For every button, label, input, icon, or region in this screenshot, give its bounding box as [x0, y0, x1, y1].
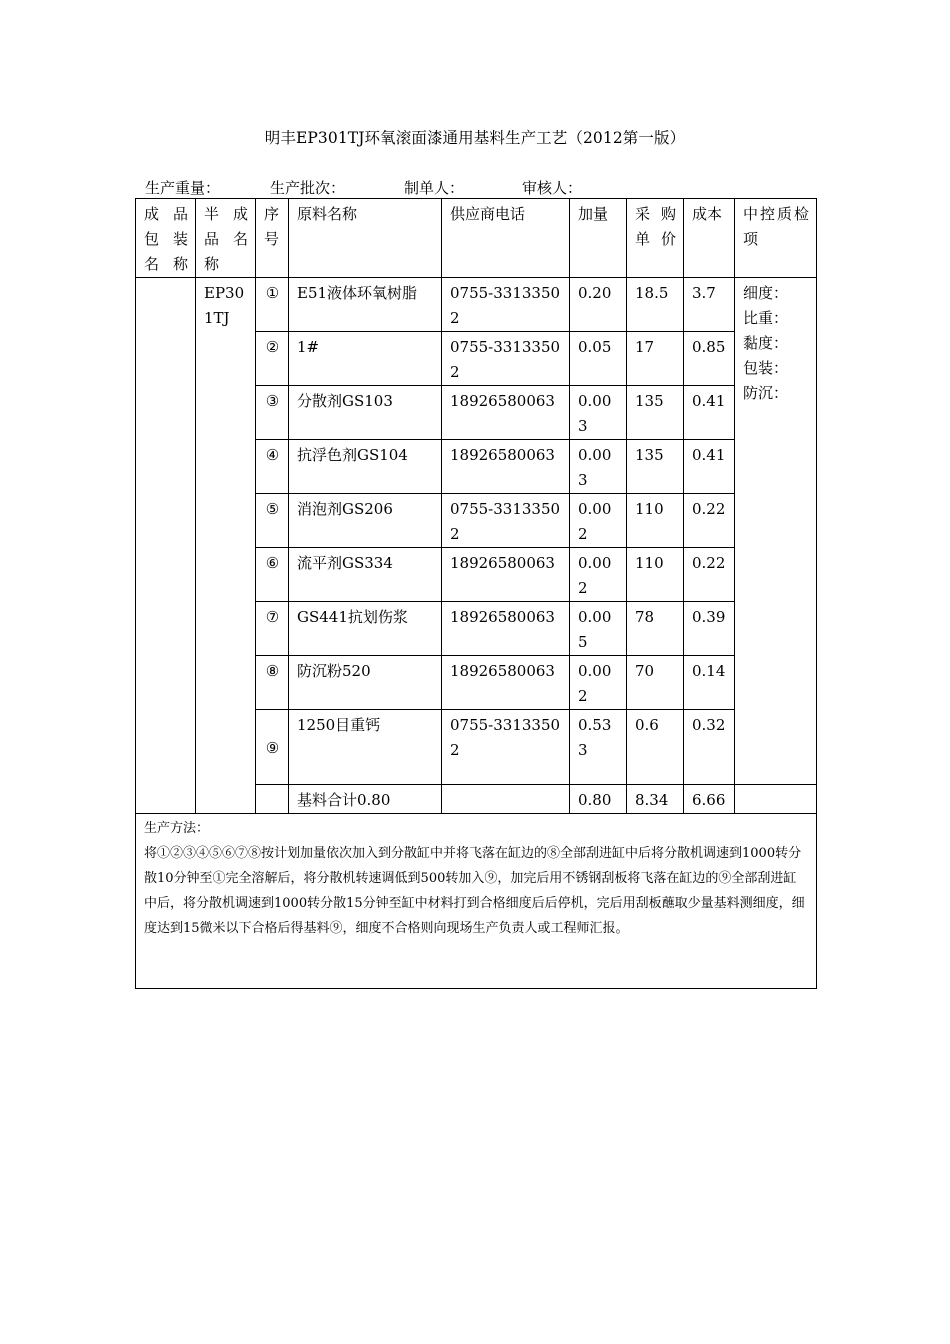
phone-cell — [442, 785, 570, 814]
method-row — [136, 814, 817, 989]
finished-product-cell — [136, 278, 196, 814]
cost-cell: 0.41 — [684, 440, 735, 494]
material-cell: 抗浮色剂GS104 — [289, 440, 442, 494]
cost-cell: 0.41 — [684, 386, 735, 440]
amount-cell: 0.533 — [570, 710, 627, 785]
phone-cell: 0755-33133502 — [442, 332, 570, 386]
cost-cell: 0.14 — [684, 656, 735, 710]
method-heading: 生产方法： — [144, 821, 210, 836]
seq-cell: ⑨ — [256, 710, 289, 785]
header-material: 原料名称 — [289, 199, 442, 278]
qc-cell — [735, 785, 817, 814]
cost-cell: 0.32 — [684, 710, 735, 785]
material-cell: GS441抗划伤浆 — [289, 602, 442, 656]
seq-cell: ⑦ — [256, 602, 289, 656]
phone-cell: 18926580063 — [442, 548, 570, 602]
qc-item: 包装： — [743, 359, 789, 377]
header-row — [136, 199, 817, 278]
qc-items-cell — [735, 278, 817, 785]
reviewer-label: 审核人： — [522, 179, 583, 197]
header-finished-product: 成品包装名称 — [136, 199, 196, 278]
seq-cell: ⑧ — [256, 656, 289, 710]
seq-cell — [256, 785, 289, 814]
amount-cell: 0.002 — [570, 548, 627, 602]
seq-cell: ① — [256, 278, 289, 332]
phone-cell: 18926580063 — [442, 656, 570, 710]
price-cell: 17 — [627, 332, 684, 386]
price-cell: 0.6 — [627, 710, 684, 785]
header-cost: 成本 — [684, 199, 735, 278]
phone-cell: 0755-33133502 — [442, 278, 570, 332]
qc-item: 黏度： — [743, 334, 789, 352]
total-price: 8.34 — [627, 785, 684, 814]
seq-cell: ④ — [256, 440, 289, 494]
header-seq: 序号 — [256, 199, 289, 278]
amount-cell: 0.002 — [570, 656, 627, 710]
phone-cell: 18926580063 — [442, 440, 570, 494]
header-semi-product: 半成品名称 — [196, 199, 256, 278]
header-amount: 加量 — [570, 199, 627, 278]
material-cell: 1# — [289, 332, 442, 386]
total-cost: 6.66 — [684, 785, 735, 814]
production-method — [136, 814, 817, 989]
seq-cell: ⑤ — [256, 494, 289, 548]
qc-item: 防沉： — [743, 384, 789, 402]
amount-cell: 0.005 — [570, 602, 627, 656]
seq-cell: ② — [256, 332, 289, 386]
cost-cell: 3.7 — [684, 278, 735, 332]
phone-cell: 0755-33133502 — [442, 710, 570, 785]
amount-cell: 0.05 — [570, 332, 627, 386]
phone-cell: 18926580063 — [442, 386, 570, 440]
material-cell: 流平剂GS334 — [289, 548, 442, 602]
amount-cell: 0.003 — [570, 386, 627, 440]
header-unit-price: 采购单价 — [627, 199, 684, 278]
material-cell: 1250目重钙 — [289, 710, 442, 785]
amount-cell: 0.002 — [570, 494, 627, 548]
header-qc-items: 中控质检项 — [735, 199, 817, 278]
cost-cell: 0.22 — [684, 494, 735, 548]
price-cell: 110 — [627, 494, 684, 548]
seq-cell: ⑥ — [256, 548, 289, 602]
price-cell: 70 — [627, 656, 684, 710]
semi-product-cell: EP301TJ — [196, 278, 256, 814]
price-cell: 135 — [627, 440, 684, 494]
total-label: 基料合计0.80 — [289, 785, 442, 814]
header-supplier-phone: 供应商电话 — [442, 199, 570, 278]
document-maker-label: 制单人： — [404, 179, 465, 197]
cost-cell: 0.22 — [684, 548, 735, 602]
qc-item: 细度： — [743, 284, 789, 302]
amount-cell: 0.003 — [570, 440, 627, 494]
total-amount: 0.80 — [570, 785, 627, 814]
process-table — [135, 198, 817, 989]
material-cell: 防沉粉520 — [289, 656, 442, 710]
table-row — [136, 278, 817, 332]
meta-line — [145, 177, 815, 197]
qc-item: 比重： — [743, 309, 789, 327]
cost-cell: 0.39 — [684, 602, 735, 656]
material-cell: 分散剂GS103 — [289, 386, 442, 440]
document-title: 明丰EP301TJ环氧滚面漆通用基料生产工艺（2012第一版） — [264, 129, 686, 147]
price-cell: 135 — [627, 386, 684, 440]
cost-cell: 0.85 — [684, 332, 735, 386]
price-cell: 18.5 — [627, 278, 684, 332]
phone-cell: 18926580063 — [442, 602, 570, 656]
seq-cell: ③ — [256, 386, 289, 440]
method-text: 将①②③④⑤⑥⑦⑧按计划加量依次加入到分散缸中并将飞落在缸边的⑧全部刮进缸中后将分散机调速到1000转分散10分钟至①完全溶解后，将分散机转速调低到500转加入⑨，加完后用不锈钢刮板将飞落在缸边的⑨全部刮进缸中后，将分散机调速到1000转分散15分钟至缸中材料打到合格细度后后停机，完后用刮板蘸取少量基料测细度，细度达到15微米以下合格后得基料⑨，细度不合格则向现场生产负责人或工程师汇报。 — [144, 846, 805, 936]
material-cell: 消泡剂GS206 — [289, 494, 442, 548]
amount-cell: 0.20 — [570, 278, 627, 332]
production-batch-label: 生产批次： — [270, 179, 346, 197]
material-cell: E51液体环氧树脂 — [289, 278, 442, 332]
price-cell: 110 — [627, 548, 684, 602]
production-weight-label: 生产重量： — [145, 179, 221, 197]
phone-cell: 0755-33133502 — [442, 494, 570, 548]
price-cell: 78 — [627, 602, 684, 656]
